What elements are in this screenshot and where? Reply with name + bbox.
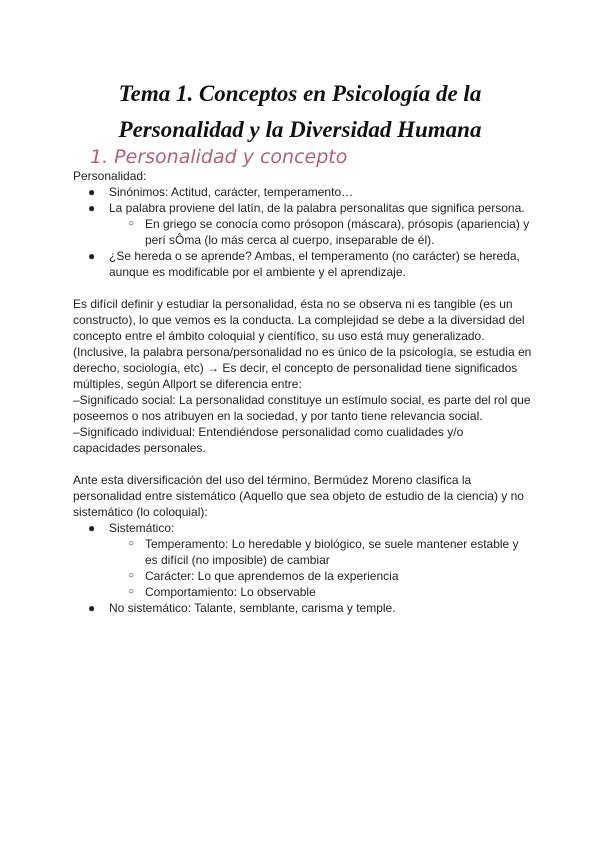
sub-list-item [73,584,533,600]
meaning-individual: –Significado individual: Entendiéndose personalidad como cualidades y/o capacidades personales. [73,425,464,455]
paragraph-classification: Ante esta diversificación del uso del término, Bermúdez Moreno clasifica la personalidad entre sistemático (Aquello que sea objeto de estudio de la ciencia) y no sistemático (lo coloquial): [73,473,524,519]
list-item-text: ¿Se hereda o se aprende? Ambas, el temperamento (no carácter) se hereda, aunque es modificable por el ambiente y el aprendizaje. [109,249,520,279]
spacer [73,456,533,472]
personality-list [73,184,533,280]
list-item-text: En griego se conocía como prósopon (máscara), prósopis (apariencia) y perí sÔma (lo más cerca al cuerpo, inseparable de él). [145,217,530,247]
list-item-text: La palabra proviene del latín, de la palabra personalitas que significa persona. [109,201,525,215]
sub-list-item [73,536,533,568]
document-title: Tema 1. Conceptos en Psicología de la Personalidad y la Diversidad Humana [118,81,482,142]
list-item-text: Sinónimos: Actitud, carácter, temperamento… [109,185,354,199]
list-item [73,248,533,280]
list-item-text: No sistemático: Talante, semblante, carisma y temple. [109,601,396,615]
list-item [73,520,533,536]
spacer [73,280,533,296]
intro-label: Personalidad: [73,169,147,183]
sub-list-item [73,568,533,584]
section-heading: 1. Personalidad y concepto [90,146,348,168]
bullet-icon: ● [88,521,96,535]
list-item [73,200,533,216]
paragraph-definition: Es difícil definir y estudiar la personalidad, ésta no se observa ni es tangible (es un constructo), lo que vemos es la conducta. La complejidad se debe a la diversidad del concepto entre el ámbito coloquial y científico, su uso está muy generalizado. (Inclusive, la palabra persona/personalidad no es único de la psicología, se estudia en derecho, sociología, etc) → Es decir, el concepto de personalidad tiene significados múltiples, según Allport se diferencia entre: [73,297,532,391]
bullet-icon: ● [88,201,96,215]
hollow-bullet-icon: ○ [128,218,135,229]
meaning-social: –Significado social: La personalidad constituye un estímulo social, es parte del rol que poseemos o nos atribuyen en la sociedad, y por tanto tiene relevancia social. [73,393,531,423]
bullet-icon: ● [88,185,96,199]
list-item-text: Comportamiento: Lo observable [145,585,316,599]
document-body [73,168,533,616]
hollow-bullet-icon: ○ [128,570,135,581]
classification-list [73,520,533,616]
list-item [73,184,533,200]
bullet-icon: ● [88,601,96,615]
hollow-bullet-icon: ○ [128,538,135,549]
bullet-icon: ● [88,249,96,263]
list-item-text: Sistemático: [109,521,175,535]
hollow-bullet-icon: ○ [128,586,135,597]
list-item-text: Temperamento: Lo heredable y biológico, se suele mantener estable y es difícil (no imposible) de cambiar [145,537,519,567]
sub-list-item [73,216,533,248]
list-item [73,600,533,616]
list-item-text: Carácter: Lo que aprendemos de la experiencia [145,569,399,583]
